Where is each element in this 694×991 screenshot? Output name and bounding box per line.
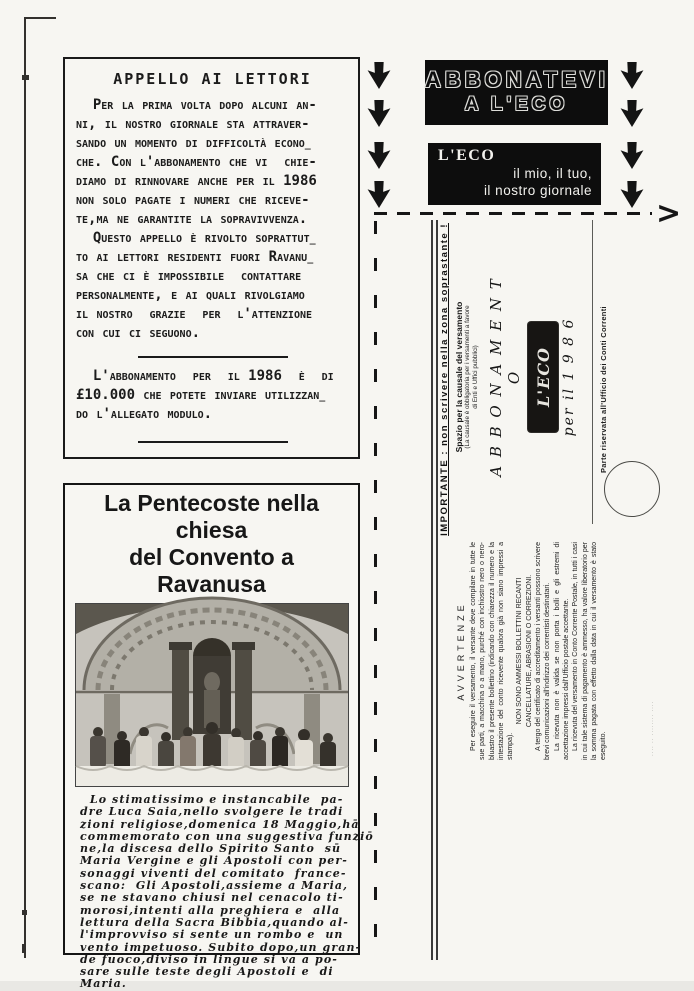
pentecost-text-line: zioni religiose,domenica 18 Maggio,hā — [80, 817, 360, 831]
eco-brand: L'ECO — [438, 147, 496, 164]
pentecost-text-line: dre Luca Saia,nello svolgere le tradi — [80, 805, 344, 819]
eco-masthead-banner — [428, 143, 601, 205]
appeal-text-line: con cui ci seguono. — [76, 325, 201, 341]
eco-logo-text: L'ECO — [533, 347, 553, 408]
appeal-title: APPELLO AI LETTORI — [113, 70, 312, 88]
pentecost-text-line: sonaggi viventi del comitato france- — [80, 866, 347, 880]
pentecost-article — [63, 483, 374, 991]
causale-note-1: (La causale è obbligatoria per i versamenti a favore — [464, 305, 471, 449]
cut-direction-arrow: > — [656, 196, 682, 231]
pentecost-text-line: Maria Vergine e gli Apostoli con per- — [80, 854, 348, 868]
down-arrow-icon — [367, 181, 391, 208]
appeal-text-line: il nostro grazie per l'attenzione — [76, 306, 313, 322]
appeal-text-line: sando un momento di difficoltà econo̲ — [76, 135, 311, 151]
down-arrow-icon — [367, 62, 391, 89]
subscribe-banner-line2: A L'ECO — [464, 94, 569, 115]
down-arrow-icon — [620, 181, 644, 208]
eco-logo — [528, 322, 558, 432]
pentecost-text-line: vento impetuoso. Subito dopo,un gran- — [80, 940, 362, 954]
pentecost-text-line: Lo stimatissimo e instancabile pa- — [80, 793, 344, 806]
down-arrow-icon — [620, 100, 644, 127]
cut-line-vertical — [374, 221, 377, 958]
appeal-paragraph-2 — [76, 229, 349, 343]
left-margin-line — [24, 17, 26, 958]
pentecost-text-line: Maria. — [80, 977, 127, 991]
reg-dot — [22, 75, 29, 80]
subscribe-banner — [425, 60, 608, 125]
appeal-paragraph-3 — [76, 367, 349, 424]
reg-dot — [22, 944, 26, 953]
divider-rule — [138, 356, 288, 358]
postal-payment-form — [428, 220, 660, 960]
reg-dot — [22, 910, 27, 915]
subscription-label: A B B O N A M E N T O — [487, 277, 523, 477]
pentecost-text-line: commemorato con una suggestiva funziō — [80, 829, 374, 843]
appeal-text-line: ni, il nostro giornale sta attraver- — [76, 116, 310, 132]
avvertenze-paragraph: A tergo del certificato di accreditamento i versanti possono scrivere brevi comunicazioni all'indirizzo dei correntisti destinatari. — [535, 542, 552, 760]
form-important-note: IMPORTANTE : non scrivere nella zona soprastante ! — [439, 223, 450, 536]
appeal-text-line: diamo di rinnovare anche per il 1986 — [76, 173, 317, 189]
form-top-rule — [436, 220, 438, 960]
down-arrow-icon — [367, 142, 391, 169]
pentecost-text-line: se ne stavano chiusi nel cenacolo ti- — [80, 891, 344, 905]
pentecost-body — [74, 793, 374, 991]
form-top-rule — [431, 220, 433, 960]
appeal-paragraph-1 — [76, 96, 349, 229]
appeal-text-line: L'abbonamento per il 1986 è di — [76, 368, 334, 384]
subscribe-banner-line1: ABBONATEVI — [425, 67, 609, 92]
avvertenze-warning: CANCELLATURE, ABRASIONI O CORREZIONI. — [525, 574, 533, 728]
appeal-text-line: Per la prima volta dopo alcuni an- — [76, 97, 317, 113]
pentecost-text-line: sare sulle teste degli Apostoli e di — [80, 965, 334, 979]
appeal-text-line: sa che ci è impossibile contattare — [76, 268, 302, 284]
eco-tagline-1: il mio, il tuo, — [513, 166, 592, 181]
appeal-text-line: te,ma ne garantite la sopravivvenza. — [76, 211, 308, 227]
pentecost-text-line: ne,la discesa dello Spirito Santo sū — [80, 842, 342, 856]
avvertenze-paragraph: La ricevuta del versamento in Conto Corrente Postale, in tutti i casi in cui tale sistema di pagamento è ammesso, ha valore liberatorio per la somma pagata con effetto dalla data in cui il versamento è stato eseguito. — [572, 542, 608, 760]
eco-tagline-2: il nostro giornale — [483, 183, 592, 198]
appeal-text-line: non solo pagate i numeri che riceve- — [76, 192, 310, 208]
appeal-text-line: personalmente, e ai quali rivolgiamo — [76, 287, 305, 303]
pentecost-text-line: morosi,intenti alla preghiera e alla — [80, 903, 341, 917]
form-reserved-note: Parte riservata all'Ufficio dei Conti Correnti — [599, 306, 608, 473]
form-fine-print: ···· ·· ········ ···· — [650, 700, 656, 756]
appeal-text-line: £10.000 che potete inviare utilizzan̲ — [76, 387, 326, 403]
appeal-text-line: to ai lettori residenti fuori Ravanu̲ — [76, 249, 314, 265]
pentecost-text-line: scano: Gli Apostoli,assieme a Maria, — [80, 879, 349, 893]
form-section-rule — [592, 220, 593, 524]
down-arrow-icon — [620, 142, 644, 169]
pentecost-title-line1: La Pentecoste nella chiesa — [104, 490, 319, 543]
causale-note-2: di Enti e Uffici pubblici) — [472, 345, 479, 409]
avvertenze-warning: NON SONO AMMESSI BOLLETTINI RECANTI — [516, 577, 524, 725]
form-causale-section — [454, 267, 577, 487]
appeal-text-line: do l'allegato modulo. — [76, 406, 213, 422]
subscription-year: per il 1 9 8 6 — [561, 317, 577, 437]
cut-line-horizontal — [374, 212, 652, 215]
pentecost-text-line: lettura della Sacra Bibbia,quando al- — [80, 915, 349, 929]
pentecost-text-line: l'improvviso si sente un rombo e un — [80, 928, 344, 942]
appeal-text-line: che. Con l'abbonamento che vi chie- — [76, 154, 317, 170]
avvertenze-paragraph: Per eseguire il versamento, il versante deve compilare in tutte le sue parti, a macchina o a mano, purché con inchiostro nero o nero-bluastro il presente bollettino (indicando con chiarezza il numero e la intestazione del conto ricevente qualora già non siano impressi a stampa). — [470, 542, 515, 760]
causale-heading: Spazio per la causale del versamento — [454, 301, 464, 453]
divider-rule — [138, 441, 288, 443]
form-avvertenze-section — [456, 542, 608, 760]
down-arrow-icon — [620, 62, 644, 89]
appeal-to-readers-article — [63, 57, 360, 459]
top-left-tick — [24, 17, 56, 19]
pentecost-title-line2: del Convento a Ravanusa — [129, 544, 294, 597]
avvertenze-title: AVVERTENZE — [456, 601, 466, 701]
pentecost-text-line: de fuoco,diviso in lingue si va a po- — [80, 952, 338, 966]
church-interior-photo — [75, 603, 349, 787]
postmark-stamp-circle — [604, 461, 660, 517]
appeal-text-line: Questo appello è rivolto soprattut̲ — [76, 230, 316, 246]
down-arrow-icon — [367, 100, 391, 127]
avvertenze-paragraph: La ricevuta non è valida se non porta i bolli e gli estremi di accettazione impressi dall'Ufficio postale accettante. — [553, 542, 570, 760]
